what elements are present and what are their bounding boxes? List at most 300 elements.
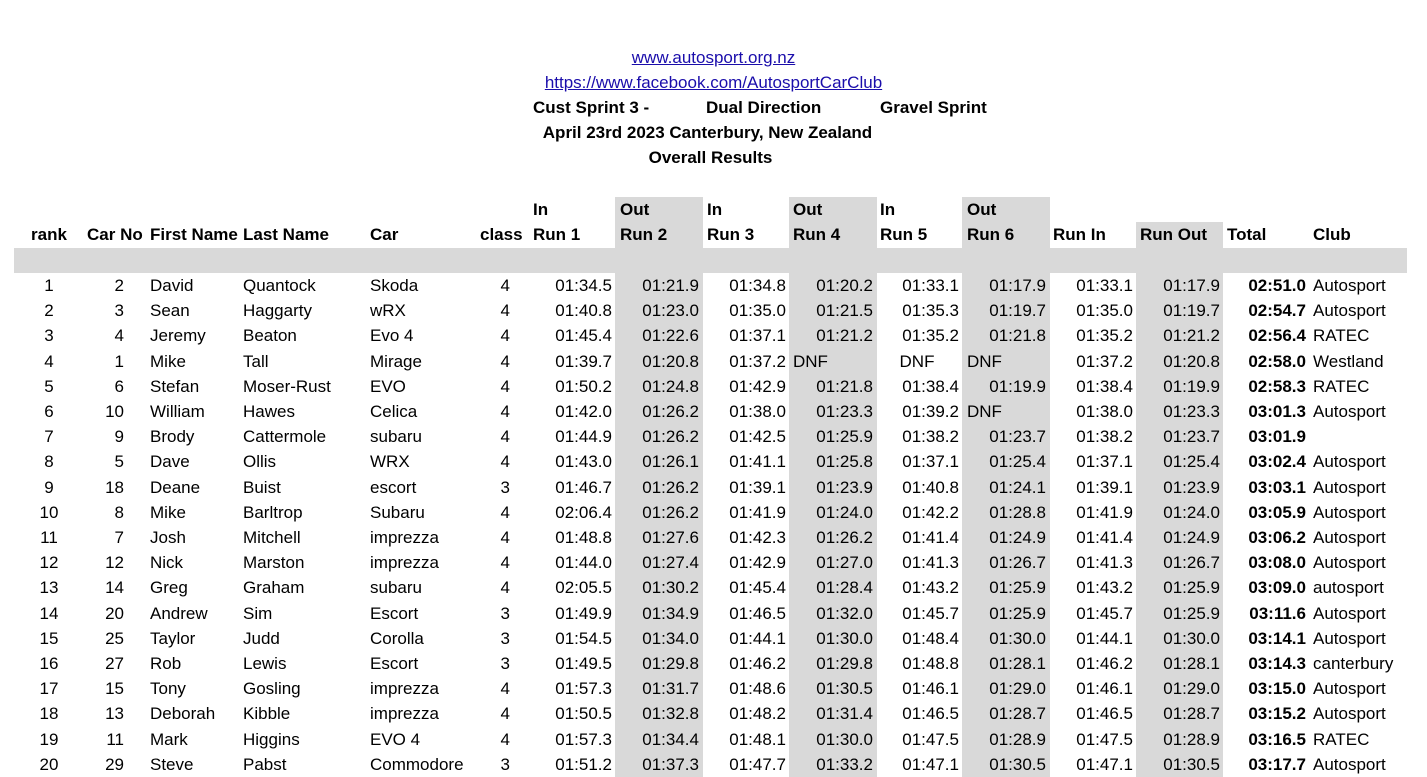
last-name-cell: Marston <box>243 553 305 573</box>
car-cell: WRX <box>370 452 410 472</box>
class-cell: 4 <box>500 427 510 447</box>
run2-cell: 01:27.6 <box>642 528 699 547</box>
car-cell: imprezza <box>370 704 439 724</box>
last-name-cell: Tall <box>243 351 269 371</box>
run3-cell: 01:41.9 <box>729 502 786 522</box>
total-cell: 02:54.7 <box>1248 301 1306 321</box>
first-name-cell: Andrew <box>150 603 208 623</box>
first-name-cell: Steve <box>150 754 194 774</box>
class-cell: 4 <box>500 528 510 547</box>
run-out-cell: 01:20.8 <box>1163 351 1220 371</box>
car-no-cell: 1 <box>114 351 124 371</box>
run-in-cell: 01:41.9 <box>1076 502 1133 522</box>
club-cell: Autosport <box>1313 528 1386 547</box>
total-cell: 02:51.0 <box>1248 276 1306 295</box>
total-cell: 03:01.9 <box>1248 427 1306 447</box>
total-cell: 02:58.0 <box>1248 351 1306 371</box>
run2-cell: 01:34.4 <box>642 729 699 749</box>
run6-cell: 01:19.9 <box>989 376 1046 396</box>
header-run4-top: Out <box>793 200 823 219</box>
car-no-cell: 25 <box>105 628 124 648</box>
rank-cell: 12 <box>39 553 59 573</box>
header-first-name: First Name <box>150 225 238 244</box>
car-cell: imprezza <box>370 679 439 699</box>
total-cell: 03:01.3 <box>1248 402 1306 421</box>
club-cell: Autosport <box>1313 603 1386 623</box>
rank-cell: 16 <box>39 654 59 673</box>
run2-cell: 01:37.3 <box>642 754 699 774</box>
rank-cell: 11 <box>40 528 58 547</box>
rank-cell: 1 <box>44 276 54 295</box>
run1-cell: 01:44.0 <box>555 553 612 573</box>
class-cell: 4 <box>500 578 510 598</box>
run3-cell: 01:42.9 <box>729 553 786 573</box>
run3-cell: 01:38.0 <box>729 402 786 421</box>
car-no-cell: 7 <box>114 528 124 547</box>
event-format: Dual Direction <box>706 98 822 117</box>
run1-cell: 01:54.5 <box>555 628 612 648</box>
car-cell: wRX <box>370 301 406 321</box>
event-date-location: April 23rd 2023 Canterbury, New Zealand <box>542 123 873 142</box>
run6-cell: DNF <box>967 351 1002 371</box>
total-cell: 03:15.0 <box>1248 679 1306 699</box>
run-out-cell: 01:30.0 <box>1163 628 1220 648</box>
run2-cell: 01:20.8 <box>642 351 699 371</box>
last-name-cell: Pabst <box>243 754 287 774</box>
car-no-cell: 2 <box>114 276 124 295</box>
page-title: Overall Results <box>648 148 773 167</box>
class-cell: 4 <box>500 704 510 724</box>
run6-cell: 01:30.5 <box>989 754 1046 774</box>
run5-cell: 01:40.8 <box>902 477 959 497</box>
club-cell: Autosport <box>1313 679 1386 699</box>
run4-cell: 01:23.9 <box>816 477 873 497</box>
run1-cell: 01:39.7 <box>555 351 612 371</box>
run1-cell: 01:48.8 <box>555 528 612 547</box>
run2-cell: 01:29.8 <box>642 654 699 673</box>
car-cell: Escort <box>370 603 419 623</box>
run4-cell: 01:27.0 <box>816 553 873 573</box>
run5-cell: 01:35.3 <box>902 301 959 321</box>
run-in-cell: 01:46.5 <box>1076 704 1133 724</box>
last-name-cell: Sim <box>243 603 273 623</box>
run6-cell: 01:21.8 <box>989 326 1046 346</box>
last-name-cell: Graham <box>243 578 305 598</box>
car-cell: Subaru <box>370 502 425 522</box>
run-out-cell: 01:24.0 <box>1163 502 1220 522</box>
header-run5: Run 5 <box>880 225 928 244</box>
last-name-cell: Mitchell <box>243 528 301 547</box>
run4-cell: 01:21.2 <box>816 326 873 346</box>
header-run3: Run 3 <box>707 225 755 244</box>
run4-cell: 01:30.0 <box>816 628 873 648</box>
car-cell: Mirage <box>370 351 422 371</box>
header-run5-top: In <box>880 200 896 219</box>
rank-cell: 19 <box>39 729 59 749</box>
car-no-cell: 29 <box>105 754 124 774</box>
rank-cell: 17 <box>39 679 59 699</box>
run6-cell: 01:25.9 <box>989 578 1046 598</box>
club-cell: Autosport <box>1313 502 1386 522</box>
class-cell: 4 <box>500 351 510 371</box>
run-out-cell: 01:29.0 <box>1163 679 1220 699</box>
run6-cell: 01:29.0 <box>989 679 1046 699</box>
run5-cell: 01:47.5 <box>902 729 959 749</box>
total-cell: 03:08.0 <box>1248 553 1306 573</box>
run-in-cell: 01:43.2 <box>1076 578 1133 598</box>
last-name-cell: Buist <box>243 477 281 497</box>
car-no-cell: 13 <box>105 704 124 724</box>
car-cell: Commodore <box>370 754 464 774</box>
car-cell: Corolla <box>370 628 424 648</box>
car-no-cell: 15 <box>105 679 124 699</box>
club-cell: RATEC <box>1313 729 1370 749</box>
club-cell: autosport <box>1313 578 1384 598</box>
run3-cell: 01:47.7 <box>729 754 786 774</box>
class-cell: 4 <box>500 452 510 472</box>
header-run6: Run 6 <box>967 225 1015 244</box>
class-cell: 3 <box>500 754 510 774</box>
car-cell: subaru <box>370 578 422 598</box>
rank-cell: 13 <box>39 578 59 598</box>
total-cell: 03:15.2 <box>1248 704 1306 724</box>
event-name: Cust Sprint 3 - <box>533 98 650 117</box>
run2-cell: 01:26.2 <box>642 502 699 522</box>
run3-cell: 01:48.1 <box>729 729 786 749</box>
run5-cell: 01:41.4 <box>902 528 959 547</box>
run1-cell: 01:49.9 <box>555 603 612 623</box>
car-cell: imprezza <box>370 553 439 573</box>
class-cell: 4 <box>500 276 510 295</box>
run2-cell: 01:26.1 <box>642 452 699 472</box>
run1-cell: 01:50.2 <box>555 376 612 396</box>
header-run1: Run 1 <box>533 225 581 244</box>
first-name-cell: David <box>150 276 194 295</box>
last-name-cell: Lewis <box>243 654 287 673</box>
run-out-cell: 01:28.7 <box>1163 704 1220 724</box>
rank-cell: 15 <box>39 628 59 648</box>
run4-cell: 01:29.8 <box>816 654 873 673</box>
run-in-cell: 01:44.1 <box>1076 628 1133 648</box>
run6-cell: 01:28.1 <box>989 654 1046 673</box>
run3-cell: 01:41.1 <box>729 452 786 472</box>
car-no-cell: 12 <box>105 553 124 573</box>
run1-cell: 02:05.5 <box>555 578 612 598</box>
class-cell: 3 <box>500 654 510 673</box>
club-cell: Autosport <box>1313 628 1386 648</box>
class-cell: 4 <box>500 729 510 749</box>
run-in-cell: 01:46.2 <box>1076 654 1133 673</box>
total-cell: 03:17.7 <box>1248 754 1306 774</box>
car-cell: EVO 4 <box>370 729 421 749</box>
car-cell: subaru <box>370 427 422 447</box>
website-link[interactable]: www.autosport.org.nz <box>631 48 796 67</box>
run6-cell: 01:19.7 <box>989 301 1046 321</box>
car-cell: Escort <box>370 654 419 673</box>
run-in-cell: 01:35.2 <box>1076 326 1133 346</box>
separator-band <box>14 248 1407 273</box>
first-name-cell: Mark <box>150 729 188 749</box>
run1-cell: 01:42.0 <box>555 402 612 421</box>
first-name-cell: Tony <box>150 679 186 699</box>
run-out-cell: 01:23.7 <box>1163 427 1220 447</box>
run6-cell: DNF <box>967 402 1002 421</box>
first-name-cell: Stefan <box>150 376 200 396</box>
run1-cell: 01:45.4 <box>555 326 612 346</box>
rank-cell: 14 <box>39 603 59 623</box>
run-in-cell: 01:41.4 <box>1076 528 1133 547</box>
last-name-cell: Beaton <box>243 326 297 346</box>
last-name-cell: Higgins <box>243 729 300 749</box>
club-cell: Autosport <box>1313 276 1386 295</box>
class-cell: 3 <box>500 628 510 648</box>
total-cell: 03:05.9 <box>1248 502 1306 522</box>
first-name-cell: Mike <box>150 351 186 371</box>
run4-cell: 01:23.3 <box>816 402 873 421</box>
run3-cell: 01:42.3 <box>729 528 786 547</box>
last-name-cell: Moser-Rust <box>243 376 331 396</box>
run6-cell: 01:24.9 <box>989 528 1046 547</box>
last-name-cell: Quantock <box>243 276 316 295</box>
car-no-cell: 5 <box>114 452 124 472</box>
header-car: Car <box>370 225 399 244</box>
run4-cell: DNF <box>793 351 828 371</box>
run4-cell: 01:30.0 <box>816 729 873 749</box>
run6-cell: 01:17.9 <box>989 276 1046 295</box>
run3-cell: 01:35.0 <box>729 301 786 321</box>
last-name-cell: Cattermole <box>243 427 327 447</box>
run3-cell: 01:42.5 <box>729 427 786 447</box>
rank-cell: 4 <box>44 351 54 371</box>
run2-cell: 01:31.7 <box>642 679 699 699</box>
run1-cell: 01:57.3 <box>555 679 612 699</box>
header-club: Club <box>1313 225 1351 244</box>
run1-cell: 01:49.5 <box>555 654 612 673</box>
run5-cell: 01:45.7 <box>902 603 959 623</box>
rank-cell: 5 <box>44 376 54 396</box>
first-name-cell: Jeremy <box>150 326 206 346</box>
run2-cell: 01:34.0 <box>642 628 699 648</box>
event-surface: Gravel Sprint <box>880 98 987 117</box>
car-cell: Celica <box>370 402 418 421</box>
run-in-cell: 01:38.0 <box>1076 402 1133 421</box>
run4-cell: 01:26.2 <box>816 528 873 547</box>
club-cell: Autosport <box>1313 754 1386 774</box>
run4-cell: 01:28.4 <box>816 578 873 598</box>
run-in-cell: 01:41.3 <box>1076 553 1133 573</box>
total-cell: 03:14.1 <box>1248 628 1306 648</box>
class-cell: 3 <box>500 603 510 623</box>
run3-cell: 01:37.1 <box>729 326 786 346</box>
car-no-cell: 6 <box>114 376 124 396</box>
car-no-cell: 9 <box>114 427 124 447</box>
last-name-cell: Judd <box>243 628 280 648</box>
run3-cell: 01:34.8 <box>729 276 786 295</box>
run3-cell: 01:39.1 <box>729 477 786 497</box>
rank-cell: 10 <box>39 502 59 522</box>
run-out-cell: 01:24.9 <box>1163 528 1220 547</box>
run4-cell: 01:21.8 <box>816 376 873 396</box>
run-in-cell: 01:38.2 <box>1076 427 1133 447</box>
last-name-cell: Ollis <box>243 452 277 472</box>
total-cell: 02:56.4 <box>1248 326 1306 346</box>
class-cell: 4 <box>500 326 510 346</box>
header-run-out: Run Out <box>1140 225 1208 244</box>
run5-cell: 01:46.1 <box>902 679 959 699</box>
header-run-in: Run In <box>1053 225 1106 244</box>
run6-cell: 01:25.9 <box>989 603 1046 623</box>
first-name-cell: Sean <box>150 301 190 321</box>
run5-cell: 01:38.2 <box>902 427 959 447</box>
run-out-cell: 01:23.9 <box>1163 477 1220 497</box>
club-cell: Autosport <box>1313 553 1386 573</box>
car-no-cell: 3 <box>114 301 124 321</box>
run3-cell: 01:42.9 <box>729 376 786 396</box>
run-in-cell: 01:47.5 <box>1076 729 1133 749</box>
header-run6-top: Out <box>967 200 997 219</box>
car-cell: Skoda <box>370 276 419 295</box>
run4-cell: 01:21.5 <box>816 301 873 321</box>
run-in-cell: 01:45.7 <box>1076 603 1133 623</box>
run2-cell: 01:32.8 <box>642 704 699 724</box>
run-in-cell: 01:46.1 <box>1076 679 1133 699</box>
club-cell: Autosport <box>1313 402 1386 421</box>
run2-cell: 01:22.6 <box>642 326 699 346</box>
run-in-cell: 01:39.1 <box>1076 477 1133 497</box>
rank-cell: 7 <box>44 427 54 447</box>
rank-cell: 20 <box>39 754 59 774</box>
run2-cell: 01:26.2 <box>642 477 699 497</box>
facebook-link[interactable]: https://www.facebook.com/AutosportCarClub <box>544 73 883 92</box>
run3-cell: 01:48.6 <box>729 679 786 699</box>
run2-cell: 01:24.8 <box>642 376 699 396</box>
run4-cell: 01:25.9 <box>816 427 873 447</box>
header-run2: Run 2 <box>620 225 668 244</box>
club-cell: RATEC <box>1313 326 1370 346</box>
first-name-cell: Greg <box>150 578 188 598</box>
run1-cell: 01:51.2 <box>555 754 612 774</box>
run3-cell: 01:48.2 <box>729 704 786 724</box>
run6-cell: 01:28.7 <box>989 704 1046 724</box>
club-cell: Autosport <box>1313 704 1386 724</box>
total-cell: 03:03.1 <box>1248 477 1306 497</box>
club-cell: Westland <box>1313 351 1384 371</box>
run1-cell: 02:06.4 <box>555 502 612 522</box>
run6-cell: 01:25.4 <box>989 452 1046 472</box>
car-no-cell: 8 <box>114 502 124 522</box>
run-out-cell: 01:23.3 <box>1163 402 1220 421</box>
first-name-cell: Rob <box>150 654 182 673</box>
run6-cell: 01:23.7 <box>989 427 1046 447</box>
run6-cell: 01:28.8 <box>989 502 1046 522</box>
header-run3-top: In <box>707 200 723 219</box>
run1-cell: 01:46.7 <box>555 477 612 497</box>
class-cell: 4 <box>500 301 510 321</box>
run-out-cell: 01:28.1 <box>1163 654 1220 673</box>
run1-cell: 01:44.9 <box>555 427 612 447</box>
run-out-cell: 01:25.9 <box>1163 578 1220 598</box>
run-out-cell: 01:19.9 <box>1163 376 1220 396</box>
run-out-cell: 01:25.9 <box>1163 603 1220 623</box>
header-rank: rank <box>31 225 67 244</box>
club-cell: Autosport <box>1313 301 1386 321</box>
run-out-cell: 01:19.7 <box>1163 301 1220 321</box>
car-no-cell: 10 <box>105 402 124 421</box>
run4-cell: 01:25.8 <box>816 452 873 472</box>
header-last-name: Last Name <box>243 225 329 244</box>
run5-cell: 01:46.5 <box>902 704 959 724</box>
run4-cell: 01:20.2 <box>816 276 873 295</box>
first-name-cell: Josh <box>150 528 186 547</box>
run6-cell: 01:24.1 <box>989 477 1046 497</box>
run-in-cell: 01:37.2 <box>1076 351 1133 371</box>
run-in-cell: 01:35.0 <box>1076 301 1133 321</box>
total-cell: 03:09.0 <box>1248 578 1306 598</box>
run5-cell: 01:37.1 <box>902 452 959 472</box>
run-in-cell: 01:47.1 <box>1076 754 1133 774</box>
car-cell: EVO <box>370 376 406 396</box>
first-name-cell: Nick <box>150 553 184 573</box>
car-no-cell: 18 <box>105 477 124 497</box>
rank-cell: 3 <box>44 326 54 346</box>
run-in-cell: 01:38.4 <box>1076 376 1133 396</box>
first-name-cell: Brody <box>150 427 195 447</box>
run1-cell: 01:40.8 <box>555 301 612 321</box>
total-cell: 03:02.4 <box>1248 452 1306 472</box>
run-out-cell: 01:25.4 <box>1163 452 1220 472</box>
first-name-cell: Deane <box>150 477 201 497</box>
first-name-cell: Taylor <box>150 628 196 648</box>
class-cell: 4 <box>500 553 510 573</box>
run-out-cell: 01:28.9 <box>1163 729 1220 749</box>
run4-cell: 01:24.0 <box>816 502 873 522</box>
total-cell: 03:14.3 <box>1248 654 1306 673</box>
run2-cell: 01:23.0 <box>642 301 699 321</box>
first-name-cell: William <box>150 402 205 421</box>
run5-cell: 01:42.2 <box>902 502 959 522</box>
run4-cell: 01:33.2 <box>816 754 873 774</box>
run-out-cell: 01:21.2 <box>1163 326 1220 346</box>
run5-cell: 01:41.3 <box>902 553 959 573</box>
class-cell: 4 <box>500 376 510 396</box>
car-cell: imprezza <box>370 528 439 547</box>
run6-cell: 01:30.0 <box>989 628 1046 648</box>
car-no-cell: 4 <box>114 326 124 346</box>
run1-cell: 01:57.3 <box>555 729 612 749</box>
run4-cell: 01:31.4 <box>816 704 873 724</box>
run5-cell: 01:33.1 <box>902 276 959 295</box>
club-cell: Autosport <box>1313 477 1386 497</box>
run3-cell: 01:44.1 <box>729 628 786 648</box>
run5-cell: 01:38.4 <box>902 376 959 396</box>
last-name-cell: Barltrop <box>243 502 303 522</box>
run2-cell: 01:34.9 <box>642 603 699 623</box>
first-name-cell: Mike <box>150 502 186 522</box>
run2-cell: 01:27.4 <box>642 553 699 573</box>
rank-cell: 18 <box>39 704 59 724</box>
run6-cell: 01:28.9 <box>989 729 1046 749</box>
header-total: Total <box>1227 225 1267 244</box>
class-cell: 4 <box>500 502 510 522</box>
rank-cell: 8 <box>44 452 54 472</box>
run2-cell: 01:26.2 <box>642 402 699 421</box>
car-cell: Evo 4 <box>370 326 414 346</box>
club-cell: RATEC <box>1313 376 1370 396</box>
car-no-cell: 11 <box>106 729 124 749</box>
last-name-cell: Gosling <box>243 679 301 699</box>
run5-cell: 01:43.2 <box>902 578 959 598</box>
rank-cell: 2 <box>44 301 54 321</box>
